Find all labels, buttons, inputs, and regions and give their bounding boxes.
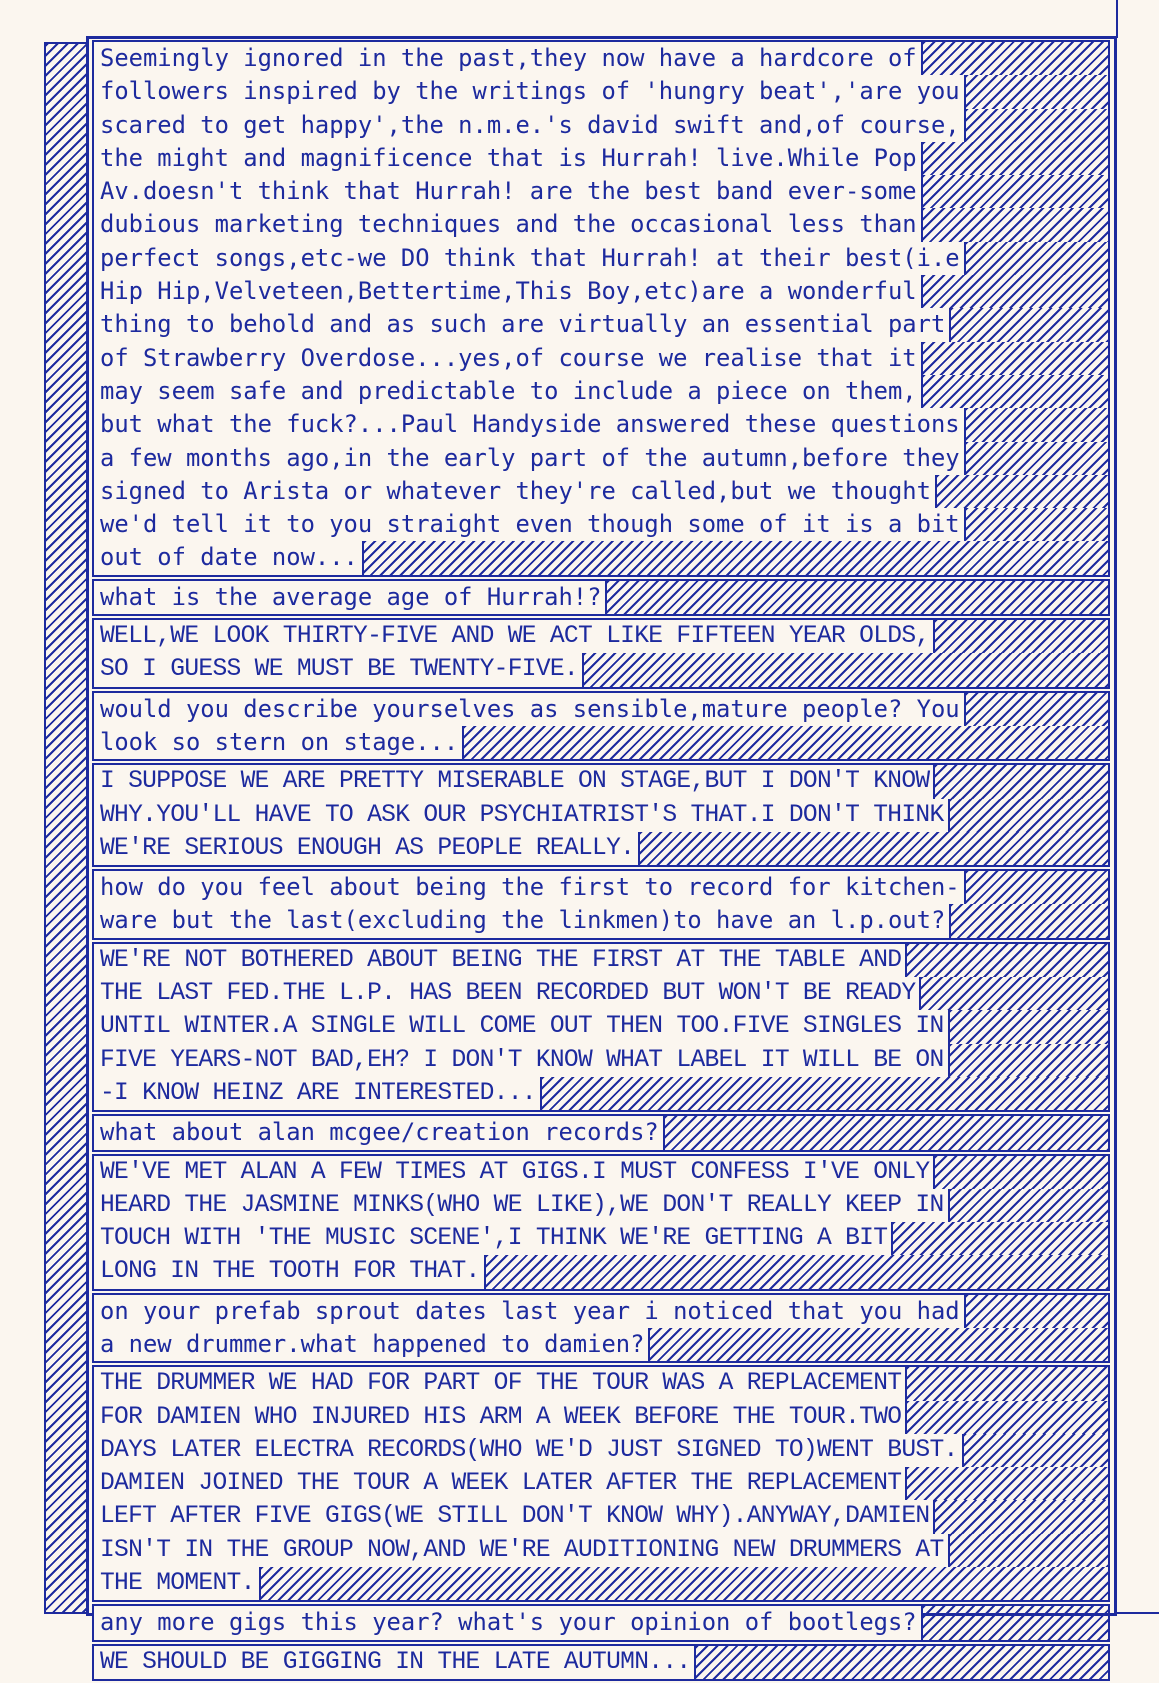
typed-text: any more gigs this year? what's your opinion of bootlegs? bbox=[94, 1606, 921, 1639]
typed-text: SO I GUESS WE MUST BE TWENTY-FIVE. bbox=[94, 653, 582, 686]
question-block bbox=[92, 691, 1110, 762]
hatch-fill bbox=[905, 944, 1108, 977]
hatch-fill bbox=[484, 1255, 1108, 1288]
text-line bbox=[94, 275, 1108, 308]
hatch-fill bbox=[540, 1077, 1108, 1110]
hatch-fill bbox=[921, 375, 1108, 408]
typed-text: DAMIEN JOINED THE TOUR A WEEK LATER AFTER THE REPLACEMENT bbox=[94, 1467, 905, 1500]
hatch-fill bbox=[919, 977, 1108, 1010]
typed-text: we'd tell it to you straight even though some of it is a bit bbox=[94, 508, 964, 541]
typed-text: Hip Hip,Velveteen,Bettertime,This Boy,etc)are a wonderful bbox=[94, 275, 921, 308]
text-line bbox=[94, 1606, 1108, 1639]
text-line bbox=[94, 1500, 1108, 1533]
question-block bbox=[92, 579, 1110, 616]
typed-text: WHY.YOU'LL HAVE TO ASK OUR PSYCHIATRIST'S THAT.I DON'T THINK bbox=[94, 799, 948, 832]
text-line bbox=[94, 75, 1108, 108]
hatch-fill bbox=[582, 653, 1108, 686]
typed-text: what about alan mcgee/creation records? bbox=[94, 1116, 663, 1149]
typed-text: signed to Arista or whatever they're called,but we thought bbox=[94, 475, 935, 508]
typed-text: WE'RE NOT BOTHERED ABOUT BEING THE FIRST AT THE TABLE AND bbox=[94, 944, 905, 977]
text-line bbox=[94, 308, 1108, 341]
typed-text: on your prefab sprout dates last year i noticed that you had bbox=[94, 1295, 964, 1328]
question-block bbox=[92, 1114, 1110, 1151]
text-line bbox=[94, 1328, 1108, 1361]
frame-corner-mark bbox=[1116, 1612, 1159, 1614]
typed-text: the might and magnificence that is Hurrah! live.While Pop bbox=[94, 142, 921, 175]
answer-block bbox=[92, 618, 1110, 689]
text-line bbox=[94, 693, 1108, 726]
text-line bbox=[94, 1367, 1108, 1400]
answer-block bbox=[92, 763, 1110, 867]
typed-text: THE DRUMMER WE HAD FOR PART OF THE TOUR WAS A REPLACEMENT bbox=[94, 1367, 905, 1400]
typed-text: LEFT AFTER FIVE GIGS(WE STILL DON'T KNOW WHY).ANYWAY,DAMIEN bbox=[94, 1500, 933, 1533]
answer-block bbox=[92, 1644, 1110, 1681]
typed-text: FIVE YEARS-NOT BAD,EH? I DON'T KNOW WHAT LABEL IT WILL BE ON bbox=[94, 1044, 948, 1077]
text-line bbox=[94, 242, 1108, 275]
text-line bbox=[94, 342, 1108, 375]
intro-paragraph bbox=[92, 40, 1110, 577]
typed-text: DAYS LATER ELECTRA RECORDS(WHO WE'D JUST SIGNED TO)WENT BUST. bbox=[94, 1434, 962, 1467]
typed-text: may seem safe and predictable to include a piece on them, bbox=[94, 375, 921, 408]
typed-text: followers inspired by the writings of 'hungry beat','are you bbox=[94, 75, 964, 108]
hatch-fill bbox=[921, 275, 1108, 308]
text-line bbox=[94, 581, 1108, 614]
typed-text: dubious marketing techniques and the occasional less than bbox=[94, 208, 921, 241]
question-block bbox=[92, 869, 1110, 940]
text-line bbox=[94, 442, 1108, 475]
typed-text: THE LAST FED.THE L.P. HAS BEEN RECORDED BUT WON'T BE READY bbox=[94, 977, 919, 1010]
text-line bbox=[94, 832, 1108, 865]
typed-text: THE MOMENT. bbox=[94, 1567, 259, 1600]
hatch-fill bbox=[964, 242, 1108, 275]
typed-text: LONG IN THE TOOTH FOR THAT. bbox=[94, 1255, 484, 1288]
interview-column bbox=[92, 40, 1110, 1683]
hatch-fill bbox=[694, 1646, 1108, 1679]
text-line bbox=[94, 1077, 1108, 1110]
hatch-fill bbox=[921, 175, 1108, 208]
text-line bbox=[94, 1189, 1108, 1222]
question-block bbox=[92, 1293, 1110, 1364]
typed-text: how do you feel about being the first to record for kitchen- bbox=[94, 871, 964, 904]
text-line bbox=[94, 508, 1108, 541]
typed-text: WE'RE SERIOUS ENOUGH AS PEOPLE REALLY. bbox=[94, 832, 638, 865]
typed-text: but what the fuck?...Paul Handyside answered these questions bbox=[94, 408, 964, 441]
left-margin-hatching bbox=[44, 42, 88, 1614]
hatch-fill bbox=[933, 1156, 1108, 1189]
hatch-fill bbox=[933, 1500, 1108, 1533]
hatch-fill bbox=[949, 308, 1108, 341]
answer-block bbox=[92, 1154, 1110, 1291]
text-line bbox=[94, 904, 1108, 937]
hatch-fill bbox=[921, 208, 1108, 241]
hatch-fill bbox=[362, 541, 1108, 574]
hatch-fill bbox=[935, 475, 1108, 508]
text-line bbox=[94, 1567, 1108, 1600]
hatch-fill bbox=[964, 75, 1108, 108]
typed-text: Av.doesn't think that Hurrah! are the best band ever-some bbox=[94, 175, 921, 208]
hatch-fill bbox=[949, 904, 1108, 937]
text-line bbox=[94, 375, 1108, 408]
text-line bbox=[94, 1467, 1108, 1500]
hatch-fill bbox=[964, 408, 1108, 441]
typed-text: Seemingly ignored in the past,they now have a hardcore of bbox=[94, 42, 921, 75]
typed-text: what is the average age of Hurrah!? bbox=[94, 581, 605, 614]
text-line bbox=[94, 620, 1108, 653]
hatch-fill bbox=[462, 726, 1108, 759]
text-line bbox=[94, 1401, 1108, 1434]
hatch-fill bbox=[948, 1189, 1108, 1222]
hatch-fill bbox=[933, 620, 1108, 653]
hatch-fill bbox=[605, 581, 1108, 614]
text-line bbox=[94, 408, 1108, 441]
typed-text: FOR DAMIEN WHO INJURED HIS ARM A WEEK BEFORE THE TOUR.TWO bbox=[94, 1401, 905, 1434]
hatch-fill bbox=[259, 1567, 1108, 1600]
text-line bbox=[94, 944, 1108, 977]
text-line bbox=[94, 1044, 1108, 1077]
hatch-fill bbox=[905, 1467, 1108, 1500]
hatch-fill bbox=[964, 442, 1108, 475]
typed-text: -I KNOW HEINZ ARE INTERESTED... bbox=[94, 1077, 540, 1110]
typed-text: would you describe yourselves as sensible,mature people? You bbox=[94, 693, 964, 726]
text-line bbox=[94, 42, 1108, 75]
text-line bbox=[94, 1156, 1108, 1189]
typed-text: a few months ago,in the early part of the autumn,before they bbox=[94, 442, 964, 475]
text-line bbox=[94, 1255, 1108, 1288]
hatch-fill bbox=[948, 1534, 1108, 1567]
hatch-fill bbox=[964, 109, 1108, 142]
typed-text: WELL,WE LOOK THIRTY-FIVE AND WE ACT LIKE FIFTEEN YEAR OLDS, bbox=[94, 620, 933, 653]
typed-text: HEARD THE JASMINE MINKS(WHO WE LIKE),WE DON'T REALLY KEEP IN bbox=[94, 1189, 948, 1222]
text-line bbox=[94, 1010, 1108, 1043]
question-block bbox=[92, 1604, 1110, 1641]
hatch-fill bbox=[905, 1367, 1108, 1400]
typed-text: perfect songs,etc-we DO think that Hurrah! at their best(i.e bbox=[94, 242, 964, 275]
typed-text: WE SHOULD BE GIGGING IN THE LATE AUTUMN... bbox=[94, 1646, 694, 1679]
typed-text: of Strawberry Overdose...yes,of course we realise that it bbox=[94, 342, 921, 375]
text-line bbox=[94, 1434, 1108, 1467]
text-line bbox=[94, 1295, 1108, 1328]
text-line bbox=[94, 109, 1108, 142]
typed-text: TOUCH WITH 'THE MUSIC SCENE',I THINK WE'RE GETTING A BIT bbox=[94, 1222, 891, 1255]
hatch-fill bbox=[964, 871, 1108, 904]
hatch-fill bbox=[648, 1328, 1108, 1361]
hatch-fill bbox=[948, 1044, 1108, 1077]
typed-text: ware but the last(excluding the linkmen)to have an l.p.out? bbox=[94, 904, 949, 937]
typed-text: WE'VE MET ALAN A FEW TIMES AT GIGS.I MUST CONFESS I'VE ONLY bbox=[94, 1156, 933, 1189]
text-line bbox=[94, 765, 1108, 798]
text-line bbox=[94, 1222, 1108, 1255]
hatch-fill bbox=[948, 1010, 1108, 1043]
hatch-fill bbox=[964, 1295, 1108, 1328]
hatch-fill bbox=[964, 508, 1108, 541]
typed-text: a new drummer.what happened to damien? bbox=[94, 1328, 648, 1361]
hatch-fill bbox=[933, 765, 1108, 798]
typed-text: scared to get happy',the n.m.e.'s david swift and,of course, bbox=[94, 109, 964, 142]
hatch-fill bbox=[921, 142, 1108, 175]
typed-text: look so stern on stage... bbox=[94, 726, 462, 759]
answer-block bbox=[92, 1365, 1110, 1602]
hatch-fill bbox=[921, 1606, 1108, 1639]
text-line bbox=[94, 799, 1108, 832]
hatch-fill bbox=[962, 1434, 1108, 1467]
hatch-fill bbox=[921, 42, 1108, 75]
text-line bbox=[94, 142, 1108, 175]
text-line bbox=[94, 541, 1108, 574]
typed-text: out of date now... bbox=[94, 541, 362, 574]
typed-text: I SUPPOSE WE ARE PRETTY MISERABLE ON STAGE,BUT I DON'T KNOW bbox=[94, 765, 933, 798]
text-line bbox=[94, 475, 1108, 508]
typed-text: UNTIL WINTER.A SINGLE WILL COME OUT THEN TOO.FIVE SINGLES IN bbox=[94, 1010, 948, 1043]
text-line bbox=[94, 175, 1108, 208]
text-line bbox=[94, 871, 1108, 904]
text-line bbox=[94, 1646, 1108, 1679]
hatch-fill bbox=[964, 693, 1108, 726]
text-line bbox=[94, 726, 1108, 759]
frame-corner-mark bbox=[1116, 0, 1118, 38]
hatch-fill bbox=[905, 1401, 1108, 1434]
text-line bbox=[94, 653, 1108, 686]
text-line bbox=[94, 208, 1108, 241]
answer-block bbox=[92, 942, 1110, 1112]
hatch-fill bbox=[921, 342, 1108, 375]
hatch-fill bbox=[663, 1116, 1108, 1149]
typed-text: ISN'T IN THE GROUP NOW,AND WE'RE AUDITIONING NEW DRUMMERS AT bbox=[94, 1534, 948, 1567]
hatch-fill bbox=[948, 799, 1108, 832]
text-line bbox=[94, 1534, 1108, 1567]
text-line bbox=[94, 1116, 1108, 1149]
text-line bbox=[94, 977, 1108, 1010]
typed-text: thing to behold and as such are virtually an essential part bbox=[94, 308, 949, 341]
hatch-fill bbox=[638, 832, 1108, 865]
hatch-fill bbox=[891, 1222, 1108, 1255]
